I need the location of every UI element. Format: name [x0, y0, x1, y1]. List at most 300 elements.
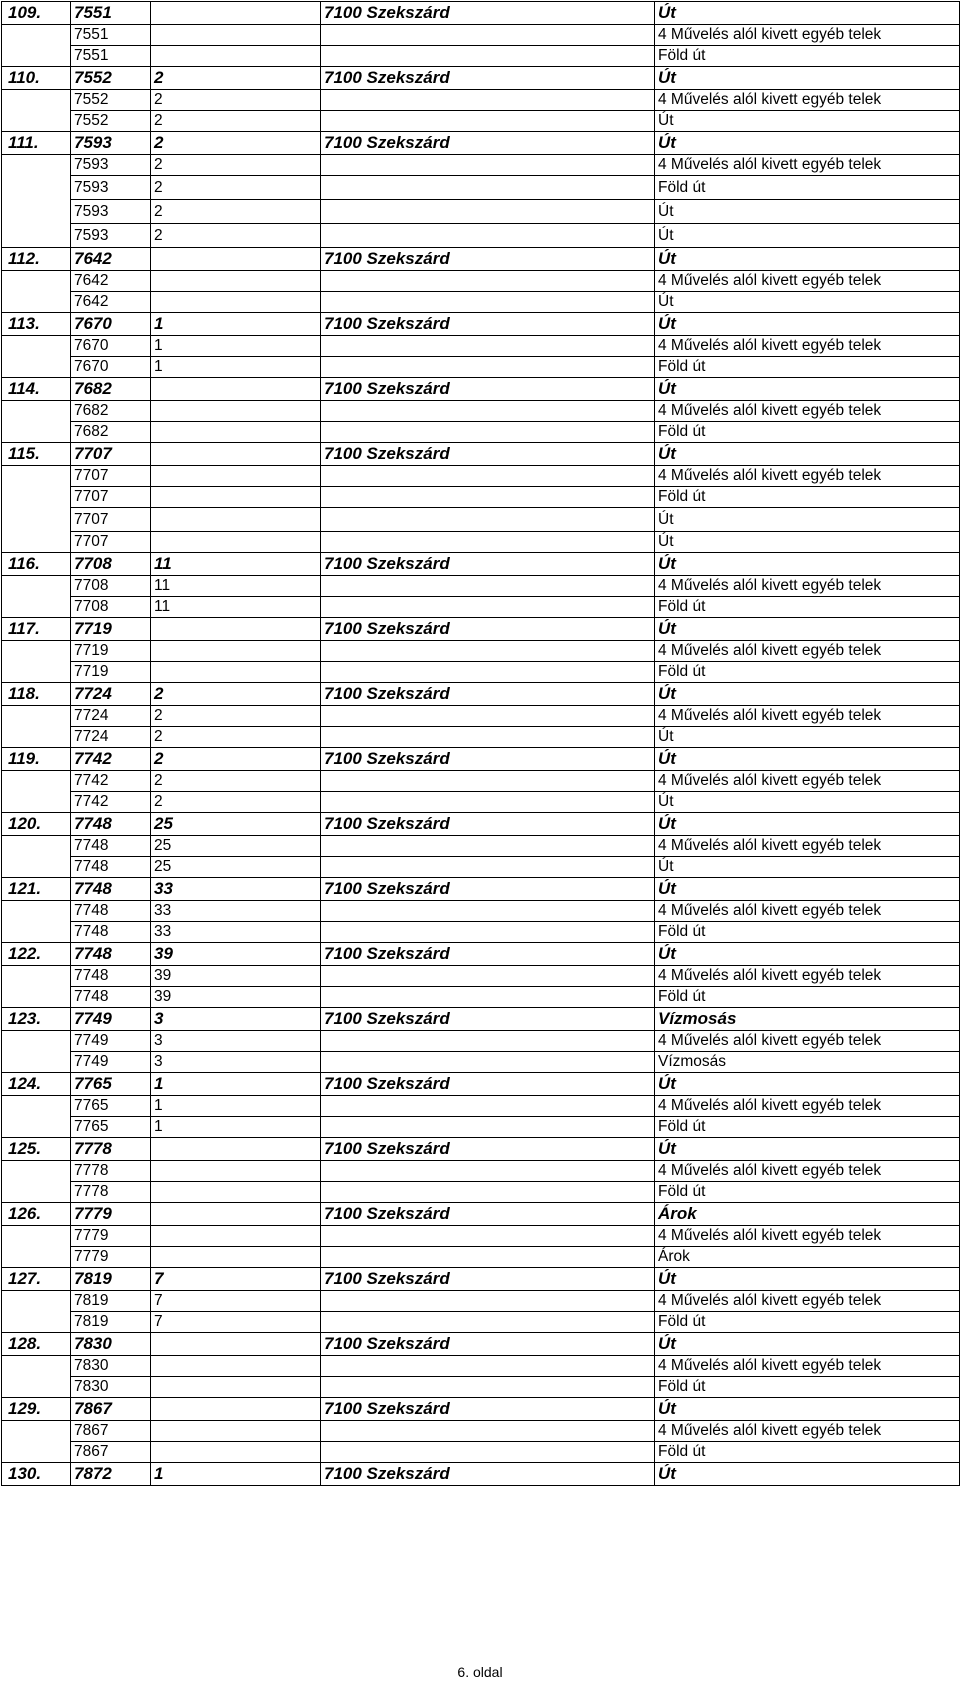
parcel-sub-row [2, 987, 960, 1008]
land-use-cell: 4 Művelés alól kivett egyéb telek [655, 336, 960, 357]
item-number-cell [2, 1421, 71, 1442]
land-use-cell: 4 Művelés alól kivett egyéb telek [655, 401, 960, 422]
land-use-cell: 4 Művelés alól kivett egyéb telek [655, 1096, 960, 1117]
settlement-cell [321, 25, 655, 46]
parcel-number-cell: 7765 [71, 1117, 151, 1138]
settlement-cell [321, 1117, 655, 1138]
parcel-table [1, 1, 960, 1486]
item-number-cell [2, 597, 71, 618]
settlement-cell [321, 422, 655, 443]
item-number-cell [2, 1247, 71, 1268]
parcel-subnumber-cell [151, 641, 321, 662]
item-number-cell: 118. [2, 683, 71, 706]
land-use-cell: 4 Művelés alól kivett egyéb telek [655, 155, 960, 176]
settlement-cell: 7100 Szekszárd [321, 1268, 655, 1291]
parcel-number-cell: 7551 [71, 25, 151, 46]
parcel-number-cell: 7748 [71, 901, 151, 922]
land-use-cell: Föld út [655, 1117, 960, 1138]
parcel-subnumber-cell: 11 [151, 553, 321, 576]
parcel-sub-row [2, 46, 960, 67]
parcel-subnumber-cell [151, 532, 321, 553]
parcel-subnumber-cell [151, 1226, 321, 1247]
item-number-cell [2, 111, 71, 132]
parcel-subnumber-cell: 1 [151, 1073, 321, 1096]
parcel-header-row [2, 2, 960, 25]
parcel-subnumber-cell: 2 [151, 748, 321, 771]
item-number-cell [2, 508, 71, 532]
parcel-number-cell: 7867 [71, 1398, 151, 1421]
land-use-cell: Út [655, 443, 960, 466]
parcel-subnumber-cell: 2 [151, 706, 321, 727]
land-use-cell: 4 Művelés alól kivett egyéb telek [655, 966, 960, 987]
parcel-number-cell: 7682 [71, 378, 151, 401]
parcel-subnumber-cell [151, 292, 321, 313]
settlement-cell [321, 662, 655, 683]
settlement-cell: 7100 Szekszárd [321, 1138, 655, 1161]
parcel-number-cell: 7682 [71, 401, 151, 422]
item-number-cell: 125. [2, 1138, 71, 1161]
parcel-subnumber-cell [151, 422, 321, 443]
parcel-subnumber-cell: 39 [151, 966, 321, 987]
land-use-cell: Árok [655, 1247, 960, 1268]
item-number-cell [2, 1291, 71, 1312]
parcel-number-cell: 7749 [71, 1008, 151, 1031]
parcel-sub-row [2, 508, 960, 532]
parcel-sub-row [2, 176, 960, 200]
parcel-number-cell: 7593 [71, 200, 151, 224]
item-number-cell [2, 336, 71, 357]
parcel-number-cell: 7551 [71, 2, 151, 25]
settlement-cell [321, 292, 655, 313]
land-use-cell: Föld út [655, 1312, 960, 1333]
settlement-cell: 7100 Szekszárd [321, 943, 655, 966]
parcel-subnumber-cell [151, 1138, 321, 1161]
parcel-subnumber-cell: 7 [151, 1268, 321, 1291]
item-number-cell [2, 922, 71, 943]
land-use-cell: Út [655, 248, 960, 271]
parcel-number-cell: 7742 [71, 748, 151, 771]
land-use-cell: Út [655, 1398, 960, 1421]
item-number-cell [2, 1052, 71, 1073]
land-use-cell: 4 Művelés alól kivett egyéb telek [655, 271, 960, 292]
settlement-cell: 7100 Szekszárd [321, 132, 655, 155]
parcel-sub-row [2, 727, 960, 748]
land-use-cell: Út [655, 792, 960, 813]
parcel-header-row [2, 683, 960, 706]
land-use-cell: Föld út [655, 1377, 960, 1398]
land-use-cell: Út [655, 313, 960, 336]
parcel-sub-row [2, 1421, 960, 1442]
settlement-cell [321, 1377, 655, 1398]
parcel-number-cell: 7707 [71, 532, 151, 553]
parcel-subnumber-cell [151, 1333, 321, 1356]
parcel-header-row [2, 618, 960, 641]
land-use-cell: Út [655, 378, 960, 401]
settlement-cell [321, 1312, 655, 1333]
parcel-header-row [2, 1398, 960, 1421]
settlement-cell: 7100 Szekszárd [321, 1203, 655, 1226]
parcel-subnumber-cell: 2 [151, 90, 321, 111]
land-use-cell: Út [655, 111, 960, 132]
parcel-number-cell: 7719 [71, 662, 151, 683]
parcel-number-cell: 7742 [71, 771, 151, 792]
land-use-cell: 4 Művelés alól kivett egyéb telek [655, 771, 960, 792]
parcel-number-cell: 7748 [71, 836, 151, 857]
settlement-cell [321, 1052, 655, 1073]
parcel-subnumber-cell: 25 [151, 857, 321, 878]
parcel-sub-row [2, 792, 960, 813]
parcel-sub-row [2, 271, 960, 292]
settlement-cell [321, 1356, 655, 1377]
settlement-cell [321, 706, 655, 727]
item-number-cell [2, 1377, 71, 1398]
settlement-cell: 7100 Szekszárd [321, 813, 655, 836]
parcel-sub-row [2, 1377, 960, 1398]
parcel-sub-row [2, 200, 960, 224]
parcel-header-row [2, 1463, 960, 1486]
parcel-table-body [2, 2, 960, 1486]
parcel-number-cell: 7707 [71, 443, 151, 466]
land-use-cell: Föld út [655, 46, 960, 67]
item-number-cell [2, 1226, 71, 1247]
parcel-number-cell: 7748 [71, 922, 151, 943]
settlement-cell [321, 1096, 655, 1117]
parcel-subnumber-cell [151, 487, 321, 508]
land-use-cell: Út [655, 943, 960, 966]
parcel-header-row [2, 1333, 960, 1356]
settlement-cell [321, 357, 655, 378]
parcel-subnumber-cell: 2 [151, 683, 321, 706]
item-number-cell: 122. [2, 943, 71, 966]
parcel-number-cell: 7872 [71, 1463, 151, 1486]
item-number-cell: 127. [2, 1268, 71, 1291]
parcel-number-cell: 7593 [71, 132, 151, 155]
parcel-number-cell: 7593 [71, 155, 151, 176]
settlement-cell [321, 771, 655, 792]
parcel-sub-row [2, 836, 960, 857]
settlement-cell: 7100 Szekszárd [321, 1008, 655, 1031]
parcel-subnumber-cell: 2 [151, 727, 321, 748]
parcel-sub-row [2, 1161, 960, 1182]
parcel-subnumber-cell: 7 [151, 1312, 321, 1333]
item-number-cell [2, 1312, 71, 1333]
parcel-sub-row [2, 641, 960, 662]
parcel-subnumber-cell [151, 1182, 321, 1203]
parcel-sub-row [2, 466, 960, 487]
item-number-cell: 129. [2, 1398, 71, 1421]
land-use-cell: Út [655, 618, 960, 641]
settlement-cell [321, 46, 655, 67]
land-use-cell: Út [655, 132, 960, 155]
parcel-header-row [2, 1268, 960, 1291]
item-number-cell [2, 1442, 71, 1463]
item-number-cell: 119. [2, 748, 71, 771]
item-number-cell [2, 1117, 71, 1138]
settlement-cell: 7100 Szekszárd [321, 683, 655, 706]
parcel-sub-row [2, 771, 960, 792]
land-use-cell: Út [655, 857, 960, 878]
item-number-cell [2, 401, 71, 422]
parcel-subnumber-cell [151, 466, 321, 487]
parcel-subnumber-cell [151, 46, 321, 67]
item-number-cell [2, 771, 71, 792]
parcel-number-cell: 7708 [71, 576, 151, 597]
parcel-header-row [2, 748, 960, 771]
land-use-cell: 4 Művelés alól kivett egyéb telek [655, 576, 960, 597]
parcel-subnumber-cell: 2 [151, 176, 321, 200]
parcel-number-cell: 7748 [71, 987, 151, 1008]
land-use-cell: Föld út [655, 987, 960, 1008]
parcel-number-cell: 7867 [71, 1421, 151, 1442]
item-number-cell [2, 155, 71, 176]
land-use-cell: Vízmosás [655, 1008, 960, 1031]
settlement-cell: 7100 Szekszárd [321, 748, 655, 771]
land-use-cell: 4 Művelés alól kivett egyéb telek [655, 1421, 960, 1442]
item-number-cell: 111. [2, 132, 71, 155]
item-number-cell: 123. [2, 1008, 71, 1031]
settlement-cell [321, 508, 655, 532]
land-use-cell: 4 Művelés alól kivett egyéb telek [655, 1291, 960, 1312]
parcel-subnumber-cell: 11 [151, 597, 321, 618]
parcel-number-cell: 7551 [71, 46, 151, 67]
parcel-subnumber-cell: 1 [151, 336, 321, 357]
land-use-cell: 4 Művelés alól kivett egyéb telek [655, 1226, 960, 1247]
settlement-cell [321, 271, 655, 292]
land-use-cell: Föld út [655, 487, 960, 508]
parcel-sub-row [2, 857, 960, 878]
parcel-sub-row [2, 111, 960, 132]
parcel-header-row [2, 943, 960, 966]
land-use-cell: Út [655, 292, 960, 313]
parcel-subnumber-cell: 2 [151, 792, 321, 813]
land-use-cell: 4 Művelés alól kivett egyéb telek [655, 901, 960, 922]
settlement-cell [321, 1182, 655, 1203]
parcel-header-row [2, 878, 960, 901]
parcel-subnumber-cell [151, 508, 321, 532]
parcel-sub-row [2, 662, 960, 683]
settlement-cell [321, 336, 655, 357]
parcel-subnumber-cell [151, 662, 321, 683]
parcel-number-cell: 7724 [71, 683, 151, 706]
parcel-number-cell: 7830 [71, 1377, 151, 1398]
item-number-cell [2, 662, 71, 683]
parcel-subnumber-cell [151, 618, 321, 641]
land-use-cell: Út [655, 1138, 960, 1161]
land-use-cell: Árok [655, 1203, 960, 1226]
item-number-cell [2, 487, 71, 508]
settlement-cell [321, 487, 655, 508]
parcel-subnumber-cell: 39 [151, 943, 321, 966]
settlement-cell [321, 792, 655, 813]
land-use-cell: 4 Művelés alól kivett egyéb telek [655, 641, 960, 662]
parcel-subnumber-cell [151, 1203, 321, 1226]
parcel-subnumber-cell [151, 271, 321, 292]
parcel-number-cell: 7779 [71, 1203, 151, 1226]
parcel-sub-row [2, 922, 960, 943]
parcel-number-cell: 7778 [71, 1161, 151, 1182]
settlement-cell: 7100 Szekszárd [321, 2, 655, 25]
item-number-cell [2, 1182, 71, 1203]
land-use-cell: Út [655, 1268, 960, 1291]
parcel-subnumber-cell: 3 [151, 1052, 321, 1073]
land-use-cell: 4 Művelés alól kivett egyéb telek [655, 466, 960, 487]
parcel-subnumber-cell [151, 2, 321, 25]
item-number-cell [2, 224, 71, 248]
settlement-cell [321, 155, 655, 176]
item-number-cell [2, 46, 71, 67]
parcel-number-cell: 7779 [71, 1247, 151, 1268]
land-use-cell: Föld út [655, 662, 960, 683]
parcel-sub-row [2, 487, 960, 508]
parcel-subnumber-cell: 25 [151, 836, 321, 857]
parcel-sub-row [2, 1312, 960, 1333]
parcel-number-cell: 7642 [71, 292, 151, 313]
land-use-cell: Út [655, 2, 960, 25]
settlement-cell [321, 597, 655, 618]
parcel-header-row [2, 248, 960, 271]
item-number-cell [2, 422, 71, 443]
parcel-sub-row [2, 336, 960, 357]
parcel-number-cell: 7593 [71, 224, 151, 248]
parcel-number-cell: 7724 [71, 706, 151, 727]
settlement-cell [321, 200, 655, 224]
settlement-cell: 7100 Szekszárd [321, 1333, 655, 1356]
land-use-cell: Út [655, 727, 960, 748]
parcel-subnumber-cell: 3 [151, 1031, 321, 1052]
settlement-cell: 7100 Szekszárd [321, 313, 655, 336]
parcel-sub-row [2, 90, 960, 111]
parcel-sub-row [2, 25, 960, 46]
item-number-cell: 121. [2, 878, 71, 901]
parcel-header-row [2, 132, 960, 155]
parcel-sub-row [2, 1247, 960, 1268]
land-use-cell: Út [655, 683, 960, 706]
parcel-sub-row [2, 1117, 960, 1138]
land-use-cell: Út [655, 200, 960, 224]
land-use-cell: Föld út [655, 357, 960, 378]
item-number-cell: 130. [2, 1463, 71, 1486]
item-number-cell [2, 271, 71, 292]
item-number-cell [2, 576, 71, 597]
parcel-subnumber-cell: 3 [151, 1008, 321, 1031]
land-use-cell: 4 Művelés alól kivett egyéb telek [655, 1356, 960, 1377]
parcel-subnumber-cell: 11 [151, 576, 321, 597]
item-number-cell: 115. [2, 443, 71, 466]
item-number-cell [2, 1031, 71, 1052]
land-use-cell: Föld út [655, 1182, 960, 1203]
settlement-cell [321, 836, 655, 857]
parcel-subnumber-cell: 33 [151, 878, 321, 901]
item-number-cell [2, 357, 71, 378]
parcel-subnumber-cell: 1 [151, 1096, 321, 1117]
parcel-number-cell: 7779 [71, 1226, 151, 1247]
item-number-cell [2, 857, 71, 878]
parcel-header-row [2, 1138, 960, 1161]
parcel-number-cell: 7670 [71, 336, 151, 357]
parcel-number-cell: 7778 [71, 1182, 151, 1203]
parcel-number-cell: 7765 [71, 1096, 151, 1117]
settlement-cell [321, 987, 655, 1008]
settlement-cell [321, 1247, 655, 1268]
parcel-number-cell: 7867 [71, 1442, 151, 1463]
item-number-cell [2, 792, 71, 813]
parcel-header-row [2, 1073, 960, 1096]
parcel-subnumber-cell: 2 [151, 224, 321, 248]
item-number-cell [2, 966, 71, 987]
settlement-cell [321, 641, 655, 662]
parcel-number-cell: 7742 [71, 792, 151, 813]
parcel-subnumber-cell [151, 1247, 321, 1268]
land-use-cell: Út [655, 813, 960, 836]
parcel-sub-row [2, 1052, 960, 1073]
parcel-number-cell: 7682 [71, 422, 151, 443]
settlement-cell: 7100 Szekszárd [321, 618, 655, 641]
land-use-cell: Föld út [655, 1442, 960, 1463]
parcel-sub-row [2, 576, 960, 597]
parcel-subnumber-cell: 39 [151, 987, 321, 1008]
parcel-number-cell: 7748 [71, 878, 151, 901]
item-number-cell: 114. [2, 378, 71, 401]
item-number-cell [2, 641, 71, 662]
parcel-number-cell: 7593 [71, 176, 151, 200]
parcel-subnumber-cell: 33 [151, 901, 321, 922]
item-number-cell [2, 706, 71, 727]
settlement-cell [321, 176, 655, 200]
land-use-cell: 4 Művelés alól kivett egyéb telek [655, 1031, 960, 1052]
parcel-sub-row [2, 706, 960, 727]
parcel-number-cell: 7670 [71, 357, 151, 378]
item-number-cell: 126. [2, 1203, 71, 1226]
land-use-cell: Föld út [655, 422, 960, 443]
item-number-cell: 113. [2, 313, 71, 336]
parcel-number-cell: 7749 [71, 1031, 151, 1052]
parcel-header-row [2, 313, 960, 336]
parcel-sub-row [2, 224, 960, 248]
parcel-number-cell: 7719 [71, 641, 151, 662]
settlement-cell [321, 901, 655, 922]
page-number: 6. oldal [457, 1664, 503, 1680]
parcel-number-cell: 7748 [71, 813, 151, 836]
parcel-number-cell: 7819 [71, 1291, 151, 1312]
parcel-subnumber-cell [151, 1398, 321, 1421]
item-number-cell: 109. [2, 2, 71, 25]
settlement-cell [321, 1442, 655, 1463]
settlement-cell: 7100 Szekszárd [321, 443, 655, 466]
item-number-cell [2, 1356, 71, 1377]
item-number-cell: 117. [2, 618, 71, 641]
parcel-number-cell: 7819 [71, 1312, 151, 1333]
parcel-subnumber-cell [151, 443, 321, 466]
parcel-subnumber-cell: 2 [151, 111, 321, 132]
item-number-cell [2, 90, 71, 111]
parcel-subnumber-cell [151, 1442, 321, 1463]
settlement-cell [321, 466, 655, 487]
settlement-cell [321, 1031, 655, 1052]
parcel-number-cell: 7749 [71, 1052, 151, 1073]
parcel-number-cell: 7748 [71, 857, 151, 878]
settlement-cell [321, 727, 655, 748]
item-number-cell: 110. [2, 67, 71, 90]
parcel-subnumber-cell: 1 [151, 1463, 321, 1486]
item-number-cell [2, 836, 71, 857]
land-use-cell: Út [655, 532, 960, 553]
parcel-number-cell: 7830 [71, 1356, 151, 1377]
settlement-cell [321, 1226, 655, 1247]
land-use-cell: Út [655, 1463, 960, 1486]
item-number-cell [2, 901, 71, 922]
parcel-number-cell: 7707 [71, 508, 151, 532]
settlement-cell [321, 111, 655, 132]
